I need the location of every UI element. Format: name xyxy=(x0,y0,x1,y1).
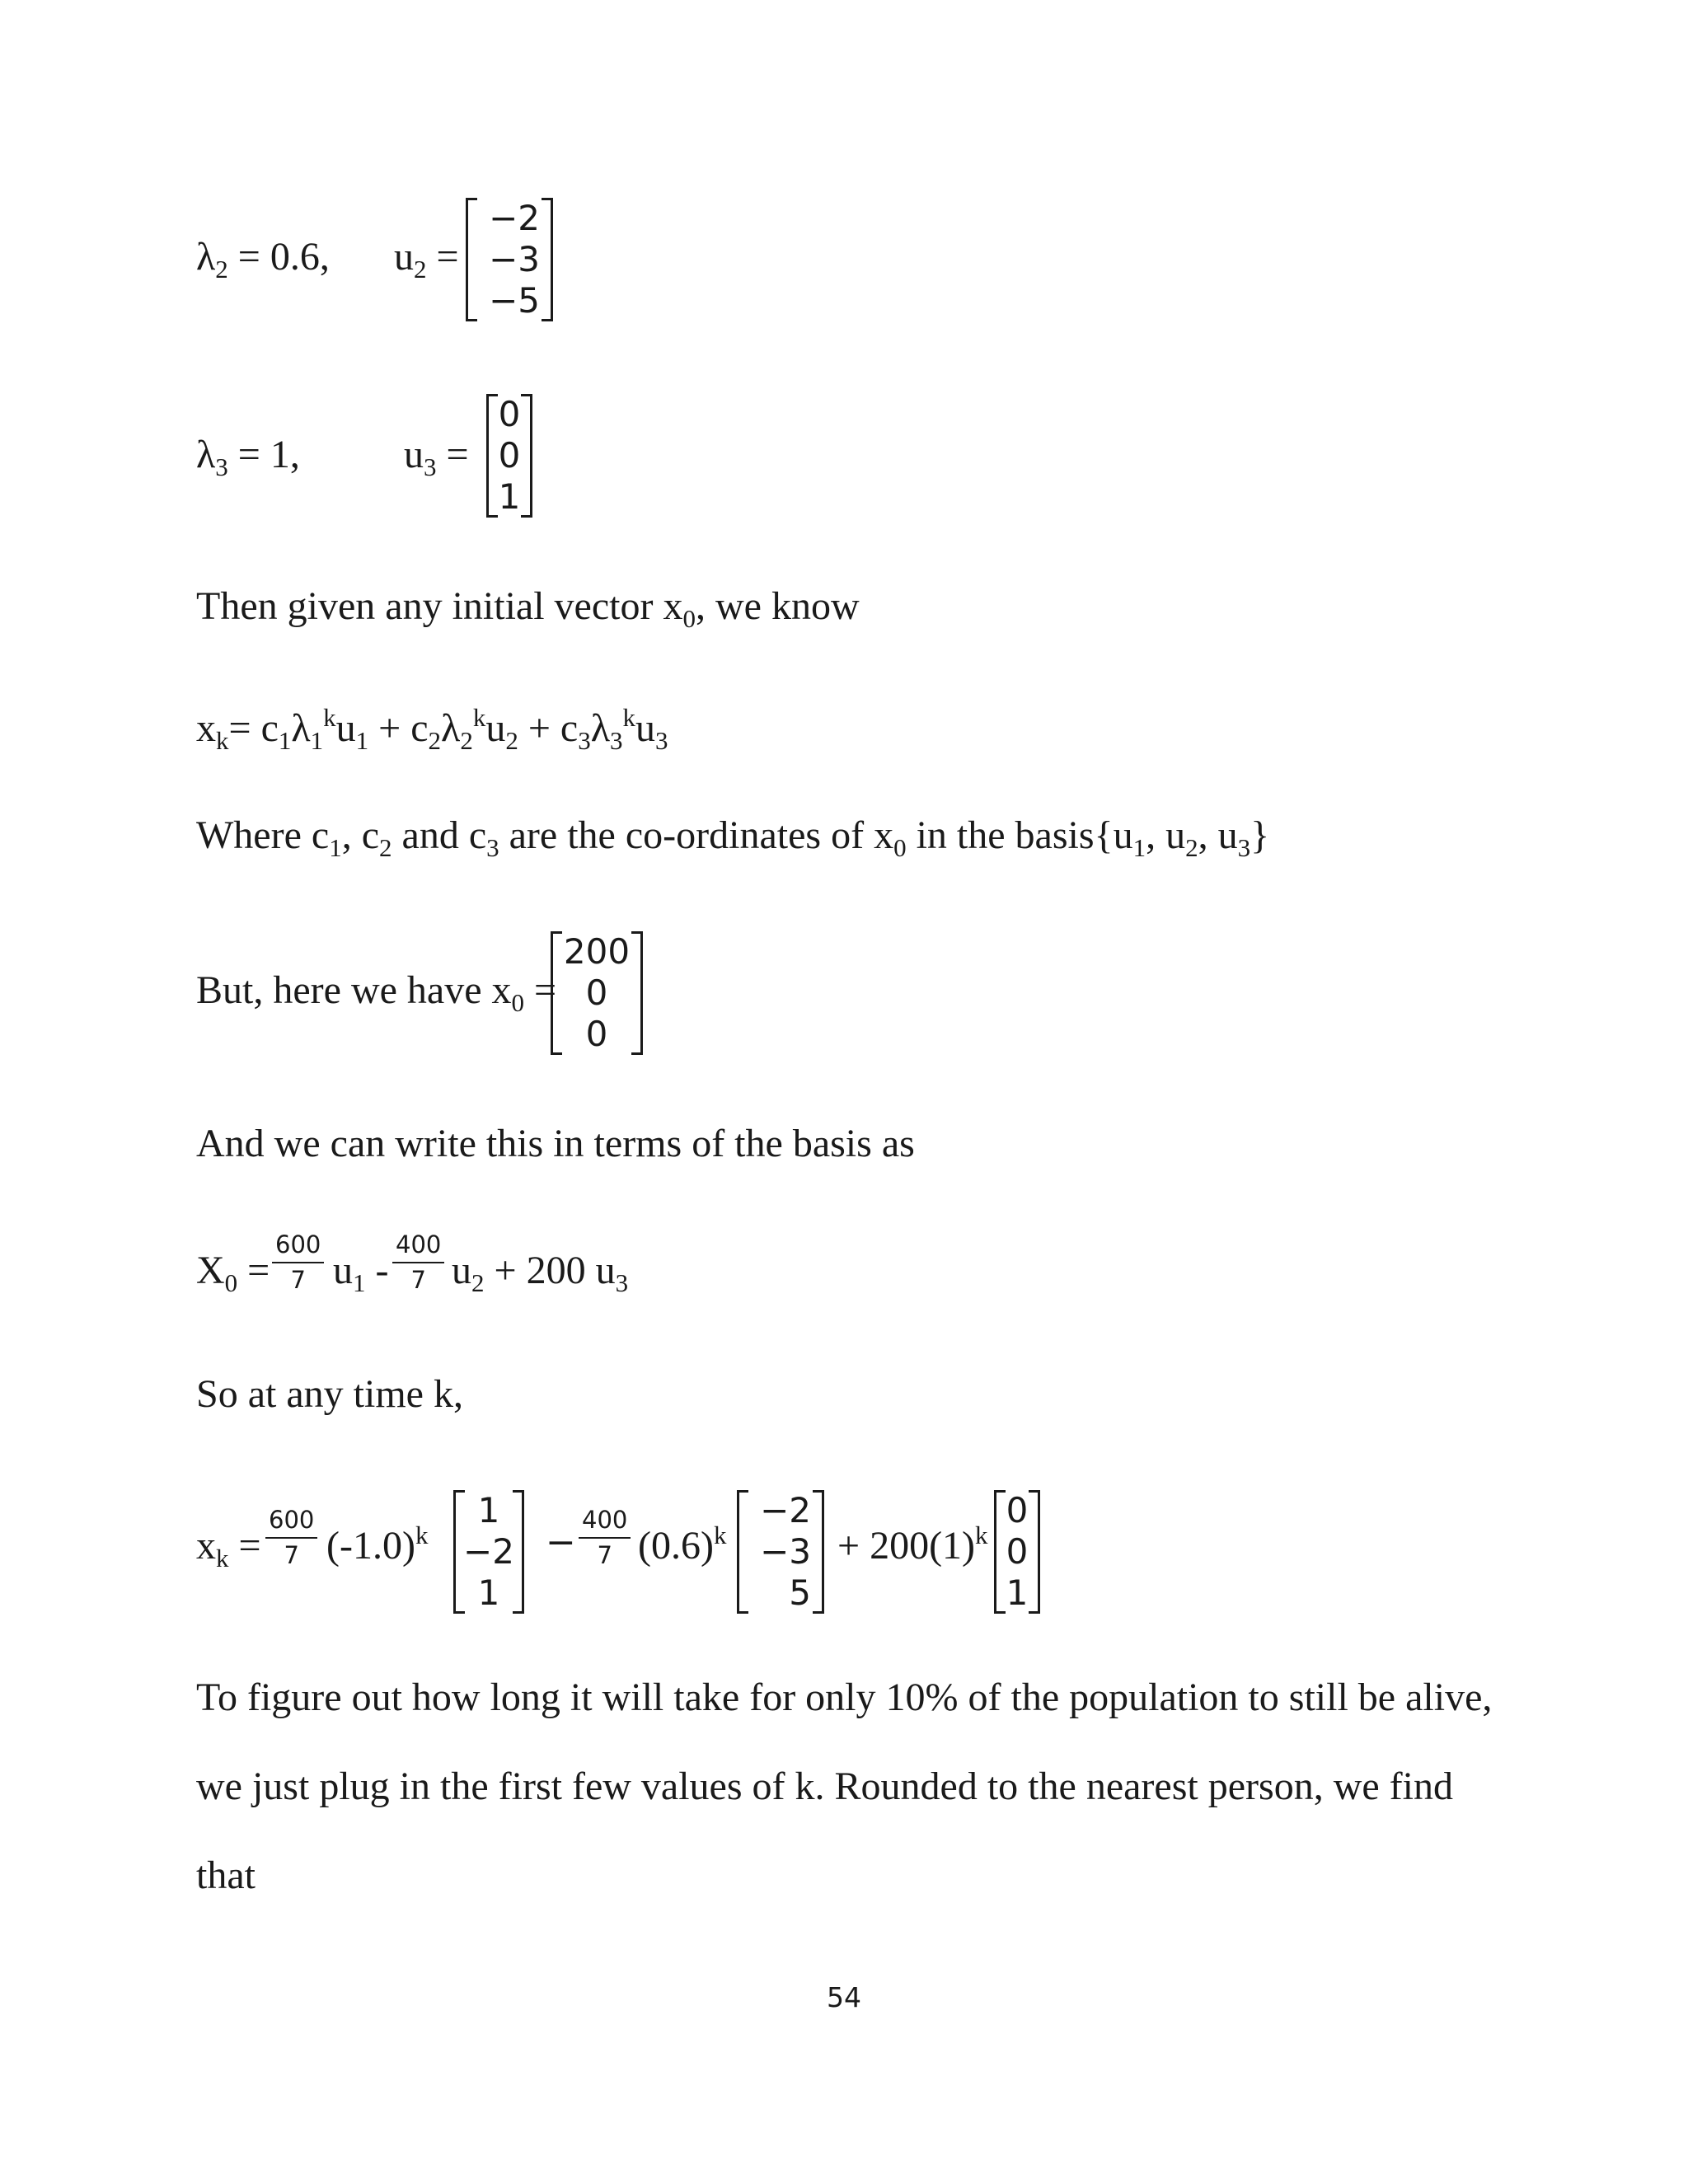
text: and c xyxy=(392,813,487,857)
numerator: 600 xyxy=(269,1506,315,1534)
numerator: 400 xyxy=(582,1506,628,1534)
matrix-entry: 1 xyxy=(477,1572,500,1613)
matrix-entry: 200 xyxy=(563,931,631,972)
text: u xyxy=(485,706,506,750)
matrix-entry: 0 xyxy=(585,972,608,1013)
subscript: 1 xyxy=(355,726,369,755)
fraction-400-7 xyxy=(392,1230,444,1294)
text: = xyxy=(228,1524,261,1568)
lambda-symbol: λ xyxy=(441,706,461,750)
matrix-entry: 0 xyxy=(498,435,521,476)
subscript: 1 xyxy=(310,726,324,755)
matrix-entry: −2 xyxy=(760,1490,811,1530)
subscript: 2 xyxy=(460,726,473,755)
page-number: 54 xyxy=(827,1981,861,2013)
matrix-entry: 0 xyxy=(1006,1490,1029,1530)
text: x xyxy=(196,706,216,750)
matrix-entry: 0 xyxy=(585,1014,608,1054)
vector-symbol: u xyxy=(394,235,414,279)
matrix-entry: −3 xyxy=(760,1531,811,1572)
subscript: 3 xyxy=(615,1268,629,1297)
subscript: 1 xyxy=(278,726,292,755)
matrix-entry: 0 xyxy=(498,394,521,434)
subscript: 3 xyxy=(424,452,437,481)
text: u xyxy=(333,1249,353,1292)
fraction-600-7 xyxy=(272,1230,324,1294)
subscript: 2 xyxy=(215,255,228,284)
text: u xyxy=(635,706,655,750)
text: , c xyxy=(341,813,380,857)
text: But, here we have x xyxy=(196,968,512,1012)
text: + c xyxy=(518,706,579,750)
equation-general-solution xyxy=(196,703,668,755)
paragraph-any-time: So at any time k, xyxy=(196,1372,463,1416)
text: + 200 u xyxy=(484,1249,616,1292)
text: (-1.0) xyxy=(326,1524,415,1568)
subscript: 2 xyxy=(1185,833,1198,862)
text: - xyxy=(365,1249,389,1292)
paragraph-coordinates xyxy=(196,813,1270,862)
text: } xyxy=(1250,813,1270,857)
paragraph-basis: And we can write this in terms of the basis as xyxy=(196,1122,915,1165)
text: , u xyxy=(1198,813,1238,857)
text: , u xyxy=(1146,813,1186,857)
text: + 200(1) xyxy=(837,1524,976,1568)
minus-sign: − xyxy=(546,1521,576,1563)
matrix-entry: 5 xyxy=(789,1572,811,1613)
matrix-entry: −2 xyxy=(489,198,540,238)
superscript: k xyxy=(415,1521,429,1549)
equation-xk-factor3 xyxy=(837,1521,988,1568)
subscript: 3 xyxy=(578,726,591,755)
denominator: 7 xyxy=(410,1266,426,1294)
text: = c xyxy=(228,706,279,750)
equals: = xyxy=(436,433,469,476)
text: in the basis{u xyxy=(906,813,1133,857)
text: X xyxy=(196,1249,225,1292)
superscript: k xyxy=(622,703,635,732)
subscript: 1 xyxy=(329,833,342,862)
subscript: 2 xyxy=(428,726,442,755)
matrix-entry: −3 xyxy=(489,239,540,279)
subscript: 0 xyxy=(511,988,525,1017)
vector-matrix-3 xyxy=(994,1490,1040,1614)
text: (0.6) xyxy=(638,1524,714,1568)
eigenvector-3-label xyxy=(404,433,469,481)
subscript: 3 xyxy=(486,833,499,862)
superscript: k xyxy=(975,1521,988,1549)
subscript: 1 xyxy=(353,1268,366,1297)
equals: = xyxy=(426,235,459,279)
equation-xk-factor1 xyxy=(326,1521,429,1568)
text: = xyxy=(237,1249,270,1292)
equation-x0-term1 xyxy=(333,1249,389,1297)
matrix-entry: 1 xyxy=(498,476,521,517)
subscript: k xyxy=(216,1544,229,1572)
subscript: 0 xyxy=(682,604,696,633)
numerator: 600 xyxy=(275,1230,321,1258)
subscript: 3 xyxy=(215,452,228,481)
equation-xk-lhs xyxy=(196,1524,261,1572)
subscript: 1 xyxy=(1132,833,1146,862)
initial-vector-matrix xyxy=(551,931,643,1055)
subscript: 2 xyxy=(414,255,427,284)
eigenvalue-text: = 1, xyxy=(227,433,300,476)
subscript: 0 xyxy=(893,833,907,862)
paragraph-initial-value xyxy=(196,968,557,1017)
subscript: 3 xyxy=(1237,833,1251,862)
fraction-400-7 xyxy=(579,1508,631,1568)
superscript: k xyxy=(713,1521,727,1549)
paragraph-line-2: we just plug in the first few values of k. Rounded to the nearest person, we find xyxy=(196,1765,1453,1808)
paragraph-line-1: To figure out how long it will take for only 10% of the population to still be alive, xyxy=(196,1675,1493,1719)
superscript: k xyxy=(323,703,336,732)
superscript: k xyxy=(472,703,486,732)
fraction-600-7 xyxy=(265,1508,317,1568)
text: Where c xyxy=(196,813,330,857)
paragraph-initial-vector xyxy=(196,584,860,633)
subscript: 3 xyxy=(654,726,668,755)
numerator: 400 xyxy=(396,1230,442,1258)
matrix-entry: −2 xyxy=(463,1531,514,1572)
lambda-symbol: λ xyxy=(291,706,311,750)
lambda-symbol: λ xyxy=(590,706,610,750)
matrix-entry: −5 xyxy=(489,280,540,321)
subscript: 2 xyxy=(505,726,518,755)
lambda-symbol: λ xyxy=(196,235,216,279)
denominator: 7 xyxy=(597,1541,612,1569)
eigenvalue-2 xyxy=(196,235,330,284)
denominator: 7 xyxy=(290,1266,306,1294)
lambda-symbol: λ xyxy=(196,433,216,476)
vector-matrix-2 xyxy=(737,1490,824,1614)
eigenvalue-text: = 0.6, xyxy=(227,235,330,279)
text: + c xyxy=(368,706,429,750)
text: u xyxy=(452,1249,471,1292)
eigenvalue-3 xyxy=(196,433,300,481)
text: are the co-ordinates of x xyxy=(499,813,894,857)
subscript: 3 xyxy=(609,726,623,755)
vector-symbol: u xyxy=(404,433,424,476)
matrix-entry: 1 xyxy=(1006,1572,1029,1613)
eigenvector-3-matrix xyxy=(486,394,532,518)
eigenvector-2-label xyxy=(394,235,459,284)
subscript: 2 xyxy=(379,833,392,862)
text: u xyxy=(335,706,356,750)
subscript: 0 xyxy=(224,1268,238,1297)
equation-x0-term2 xyxy=(452,1249,629,1297)
vector-matrix-1 xyxy=(453,1490,524,1614)
matrix-entry: 1 xyxy=(477,1490,500,1530)
subscript: 2 xyxy=(471,1268,485,1297)
eigenvector-2-matrix xyxy=(466,198,553,321)
matrix-entry: 0 xyxy=(1006,1531,1029,1572)
text: x xyxy=(196,1524,216,1568)
subscript: k xyxy=(216,726,229,755)
text: , we know xyxy=(695,584,860,628)
text: = xyxy=(524,968,557,1012)
paragraph-line-3: that xyxy=(196,1854,256,1897)
equation-xk-factor2 xyxy=(638,1521,727,1568)
denominator: 7 xyxy=(284,1541,299,1569)
text: Then given any initial vector x xyxy=(196,584,683,628)
equation-x0-lhs xyxy=(196,1249,270,1297)
